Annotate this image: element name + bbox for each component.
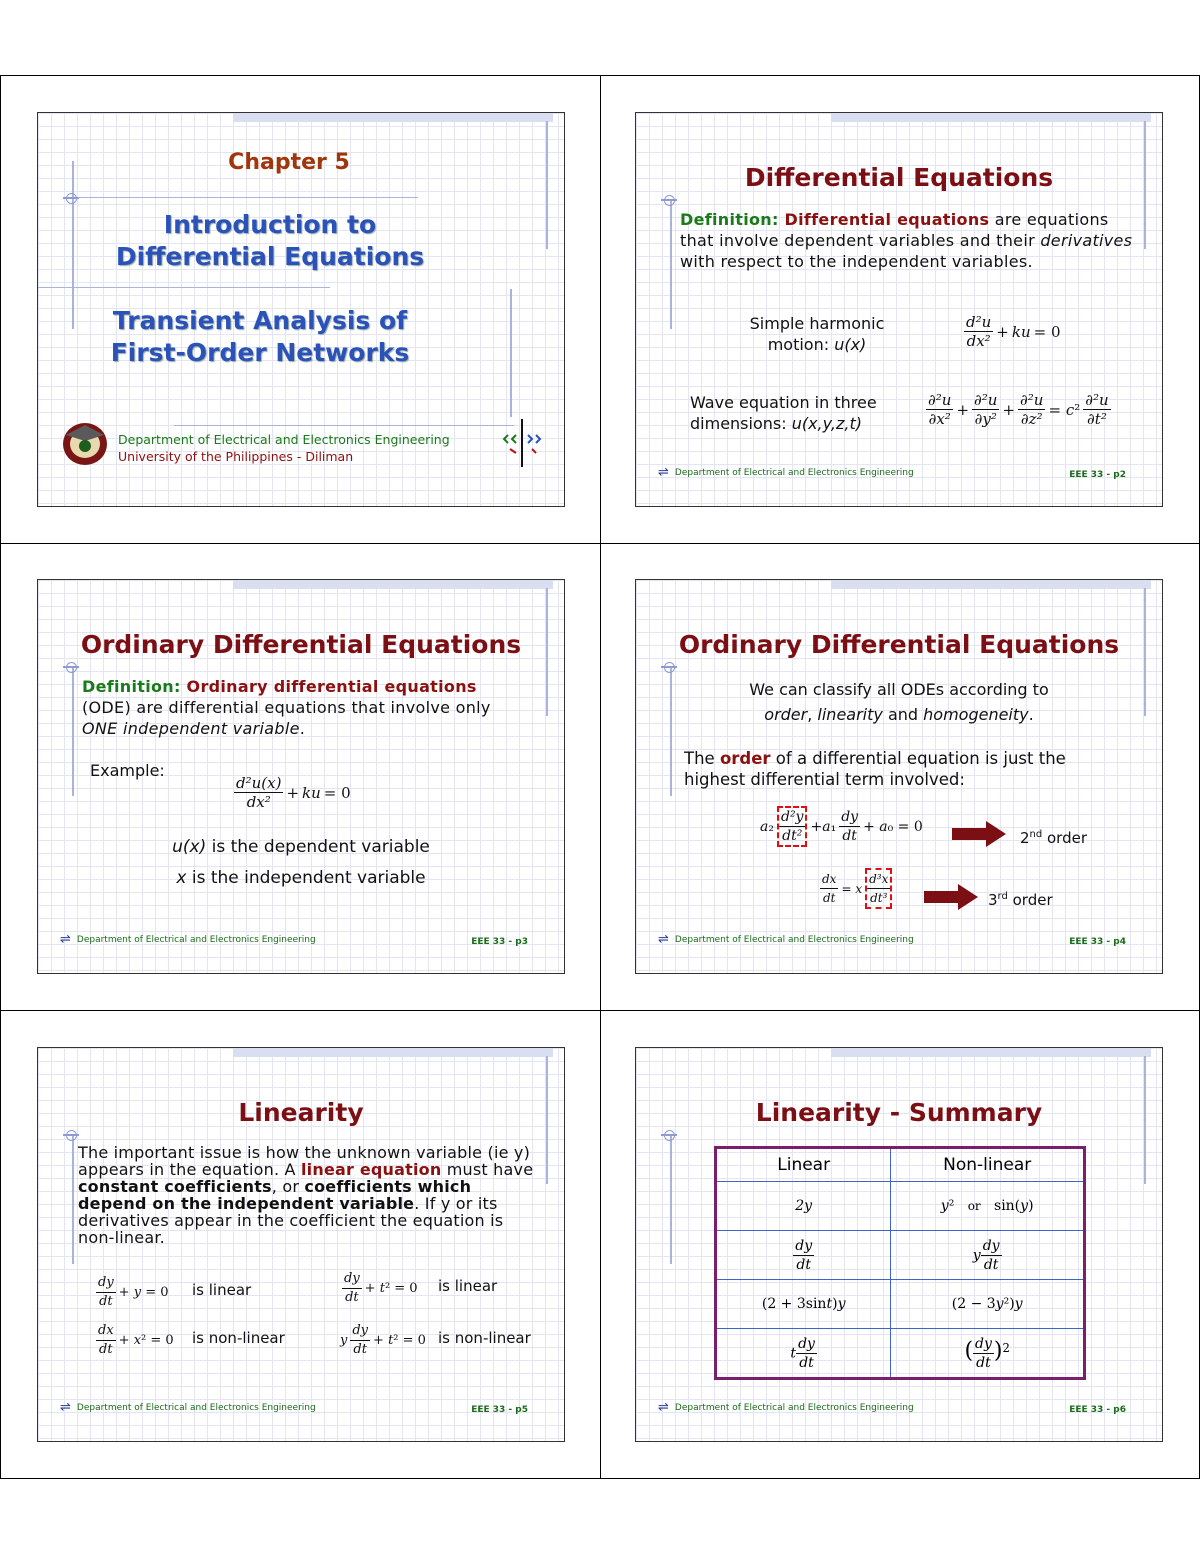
column-divider [600, 76, 601, 1478]
linearity-paragraph: The important issue is how the unknown variable (ie y) appears in the equation. A linear equation must have constant coefficients, or coefficients which depend on the independent variable. If y or its derivatives appear in the coefficient the equation is non-linear. [78, 1143, 534, 1247]
department-name: Department of Electrical and Electronics Engineering [118, 432, 450, 447]
footer-department: Department of Electrical and Electronics Engineering [674, 1402, 914, 1413]
harmonic-equation: $\frac{\text{d²u}}{\text{dx²}}$ + ku = 0 [966, 313, 1061, 350]
definition-emphasis: ONE independent variable [82, 719, 300, 738]
slide-subtitle: Transient Analysis of First-Order Networks [110, 306, 410, 367]
nonlinear-label: is non-linear [192, 1329, 285, 1347]
example-variable: u(x,y,z,t) [791, 414, 862, 433]
page-number: EEE 33 - p6 [1069, 1405, 1126, 1415]
example-label: Simple harmonic motion: [749, 314, 885, 354]
highlight-box: $\frac{\text{d²y}}{\text{dt²}}$ [777, 806, 807, 847]
dependent-variable: u(x) [172, 837, 207, 857]
classify-linearity: linearity [817, 705, 883, 724]
slide-6 [635, 1047, 1163, 1442]
slide-decor-line [546, 121, 548, 249]
slide-title: Introduction to Differential Equations [115, 210, 425, 271]
slide-title: Linearity [238, 1098, 364, 1127]
definition-emphasis: derivatives [1040, 231, 1133, 250]
nonlinear-example-1: $\frac{dx}{dt}$ + x² = 0 [98, 1323, 174, 1357]
third-order-equation: $\frac{dx}{dt}$ = x $\frac{\text{d³x}}{\text{dt³}}$ [820, 868, 892, 909]
example-label: Example: [90, 761, 165, 780]
linear-label: is linear [438, 1277, 498, 1295]
linear-label: is linear [192, 1281, 252, 1299]
slide-5 [37, 1047, 565, 1442]
slide-decor-line [72, 1134, 74, 1264]
university-name: University of the Philippines - Diliman [118, 449, 354, 464]
slide-decor-line [670, 199, 672, 329]
dependent-variable-text: is the dependent variable [206, 837, 430, 857]
linear-example-2: $\frac{dy}{dt}$ + t² = 0 [344, 1271, 418, 1305]
ece-logo-icon [502, 419, 542, 467]
slide-decor-band [233, 113, 553, 122]
order-label: order [1007, 891, 1053, 909]
linearity-summary-table [714, 1146, 1086, 1380]
table-row: 2y y² or sin(y) [716, 1182, 1085, 1231]
page-number: EEE 33 - p4 [1069, 937, 1126, 947]
university-seal-icon [60, 421, 110, 467]
footer-department: Department of Electrical and Electronics Engineering [76, 934, 316, 945]
ece-logo-icon: ⇌ [658, 932, 669, 947]
slide-title: Ordinary Differential Equations [80, 630, 522, 659]
nonlinear-label: is non-linear [438, 1329, 531, 1347]
slide-decor-band [233, 580, 553, 589]
table-row: (2 + 3sint)y (2 − 3y²)y [716, 1280, 1085, 1329]
definition-text: with respect to the independent variables. [680, 252, 1033, 271]
page-number: EEE 33 - p5 [471, 1405, 528, 1415]
order-label: order [1042, 829, 1087, 847]
highlight-box: $\frac{\text{d³x}}{\text{dt³}}$ [865, 868, 892, 909]
footer-department: Department of Electrical and Electronics Engineering [76, 1402, 316, 1413]
classify-homogeneity: homogeneity [923, 705, 1029, 724]
slide-decor-band [233, 1048, 553, 1057]
second-order-equation: a₂ $\frac{\text{d²y}}{\text{dt²}}$ +a₁ $\frac{dy}{dt}$ + a₀ = 0 [760, 806, 923, 847]
independent-variable-text: is the independent variable [186, 868, 426, 888]
row-divider [1, 1010, 1199, 1011]
order-definition: of a differential equation is just the highest differential term involved: [684, 749, 1066, 789]
example-label: Wave equation in three dimensions: [690, 393, 877, 433]
table-row: t $\frac{dy}{dt}$ ( $\frac{dy}{dt}$ )$^2$ [716, 1329, 1085, 1379]
independent-variable: x [176, 868, 187, 888]
order-term: order [719, 749, 771, 768]
column-header: Non-linear [891, 1148, 1085, 1182]
page-number: EEE 33 - p3 [471, 937, 528, 947]
crosshair-icon [661, 192, 677, 208]
crosshair-icon [661, 659, 677, 675]
slide-decor-line [72, 666, 74, 796]
slide-4: Ordinary Differential Equations We can classify all ODEs according to order, linearity and homogeneity. The order of a differential equation is just the highest differential term involved: a₂ $\frac{\text{d²y}}{\text{dt²}}$ +a₁ $\frac{dy}{dt}$ + a₀ = 0 2nd order $\frac{dx}{dt}$ = x $\frac{\text{d³x}}{\text{dt³}}$ 3rd order ⇌ Department of Electrical and Electronics Engineering EEE 33 - p4 [635, 579, 1163, 974]
page-number: EEE 33 - p2 [1069, 470, 1126, 480]
classify-intro: We can classify all ODEs according to [749, 680, 1049, 699]
wave-equation: $\frac{\text{∂²u}}{\text{∂x²}}$ + $\frac{\text{∂²u}}{\text{∂y²}}$ + $\frac{\text{∂²u}}{\text{∂z²}}$ = c² $\frac{\text{∂²u}}{\text{∂t²}}$ [928, 391, 1109, 428]
arrow-right-icon [924, 884, 978, 910]
slide-decor-band [831, 1048, 1151, 1057]
footer-department: Department of Electrical and Electronics Engineering [674, 934, 914, 945]
crosshair-icon [63, 1127, 79, 1143]
slide-decor-band [831, 580, 1151, 589]
slide-decor-line [72, 161, 74, 329]
table-row: $\frac{dy}{dt}$ y $\frac{dy}{dt}$ [716, 1231, 1085, 1280]
ece-logo-icon: ⇌ [658, 1400, 669, 1415]
crosshair-icon [661, 1127, 677, 1143]
slide-1 [37, 112, 565, 507]
slide-2: Differential Equations Definition: Differential equations are equations that involve dependent variables and their derivatives with respect to the independent variables. Simple harmonic motion: u(x) $\frac{\text{d²u}}{\text{dx²}}$ + ku = 0 Wave equation in three dimensions: u(x,y,z,t) $\frac{\text{∂²u}}{\text{∂x²}}$ + $\frac{\text{∂²u}}{\text{∂y²}}$ + $\frac{\text{∂²u}}{\text{∂z²}}$ = c² $\frac{\text{∂²u}}{\text{∂t²}}$ ⇌ Department of Electrical and Electronics Engineering EEE 33 - p2 [635, 112, 1163, 507]
slide-decor-band [831, 113, 1151, 122]
classify-order: order [764, 705, 808, 724]
definition-term: Differential equations [784, 210, 990, 229]
nonlinear-example-2: y $\frac{dy}{dt}$ + t² = 0 [340, 1323, 426, 1357]
example-variable: u(x) [834, 335, 867, 354]
crosshair-icon [63, 190, 79, 206]
crosshair-icon [63, 659, 79, 675]
definition-text: are equations that involve dependent variables and their [680, 210, 1109, 250]
arrow-right-icon [952, 821, 1006, 847]
chapter-label: Chapter 5 [228, 150, 350, 175]
slide-title: Linearity - Summary [755, 1098, 1043, 1127]
definition-label: Definition [680, 210, 772, 229]
definition-text: (ODE) are differential equations that involve only [82, 698, 491, 717]
ece-logo-icon: ⇌ [60, 932, 71, 947]
slide-3: Ordinary Differential Equations Definition: Ordinary differential equations (ODE) are differential equations that involve only ONE independent variable. Example: $\frac{\text{d²u(x)}}{\text{dx²}}$ + ku = 0 u(x) is the dependent variable x is the independent variable ⇌ Department of Electrical and Electronics Engineering EEE 33 - p3 [37, 579, 565, 974]
slide-title: Ordinary Differential Equations [678, 630, 1120, 659]
linear-example-1: $\frac{dy}{dt}$ + y = 0 [98, 1275, 169, 1309]
ece-logo-icon: ⇌ [658, 465, 669, 480]
ode-example-equation: $\frac{\text{d²u(x)}}{\text{dx²}}$ + ku = 0 [236, 774, 351, 811]
or-label: or [967, 1199, 981, 1213]
slide-title: Differential Equations [744, 163, 1054, 192]
linear-equation-term: linear equation [300, 1160, 442, 1179]
definition-label: Definition [82, 677, 174, 696]
row-divider [1, 543, 1199, 544]
footer-department: Department of Electrical and Electronics Engineering [674, 467, 914, 478]
ece-logo-icon: ⇌ [60, 1400, 71, 1415]
definition-term: Ordinary differential equations [186, 677, 477, 696]
column-header: Linear [716, 1148, 891, 1182]
slide-decor-line [670, 1134, 672, 1264]
